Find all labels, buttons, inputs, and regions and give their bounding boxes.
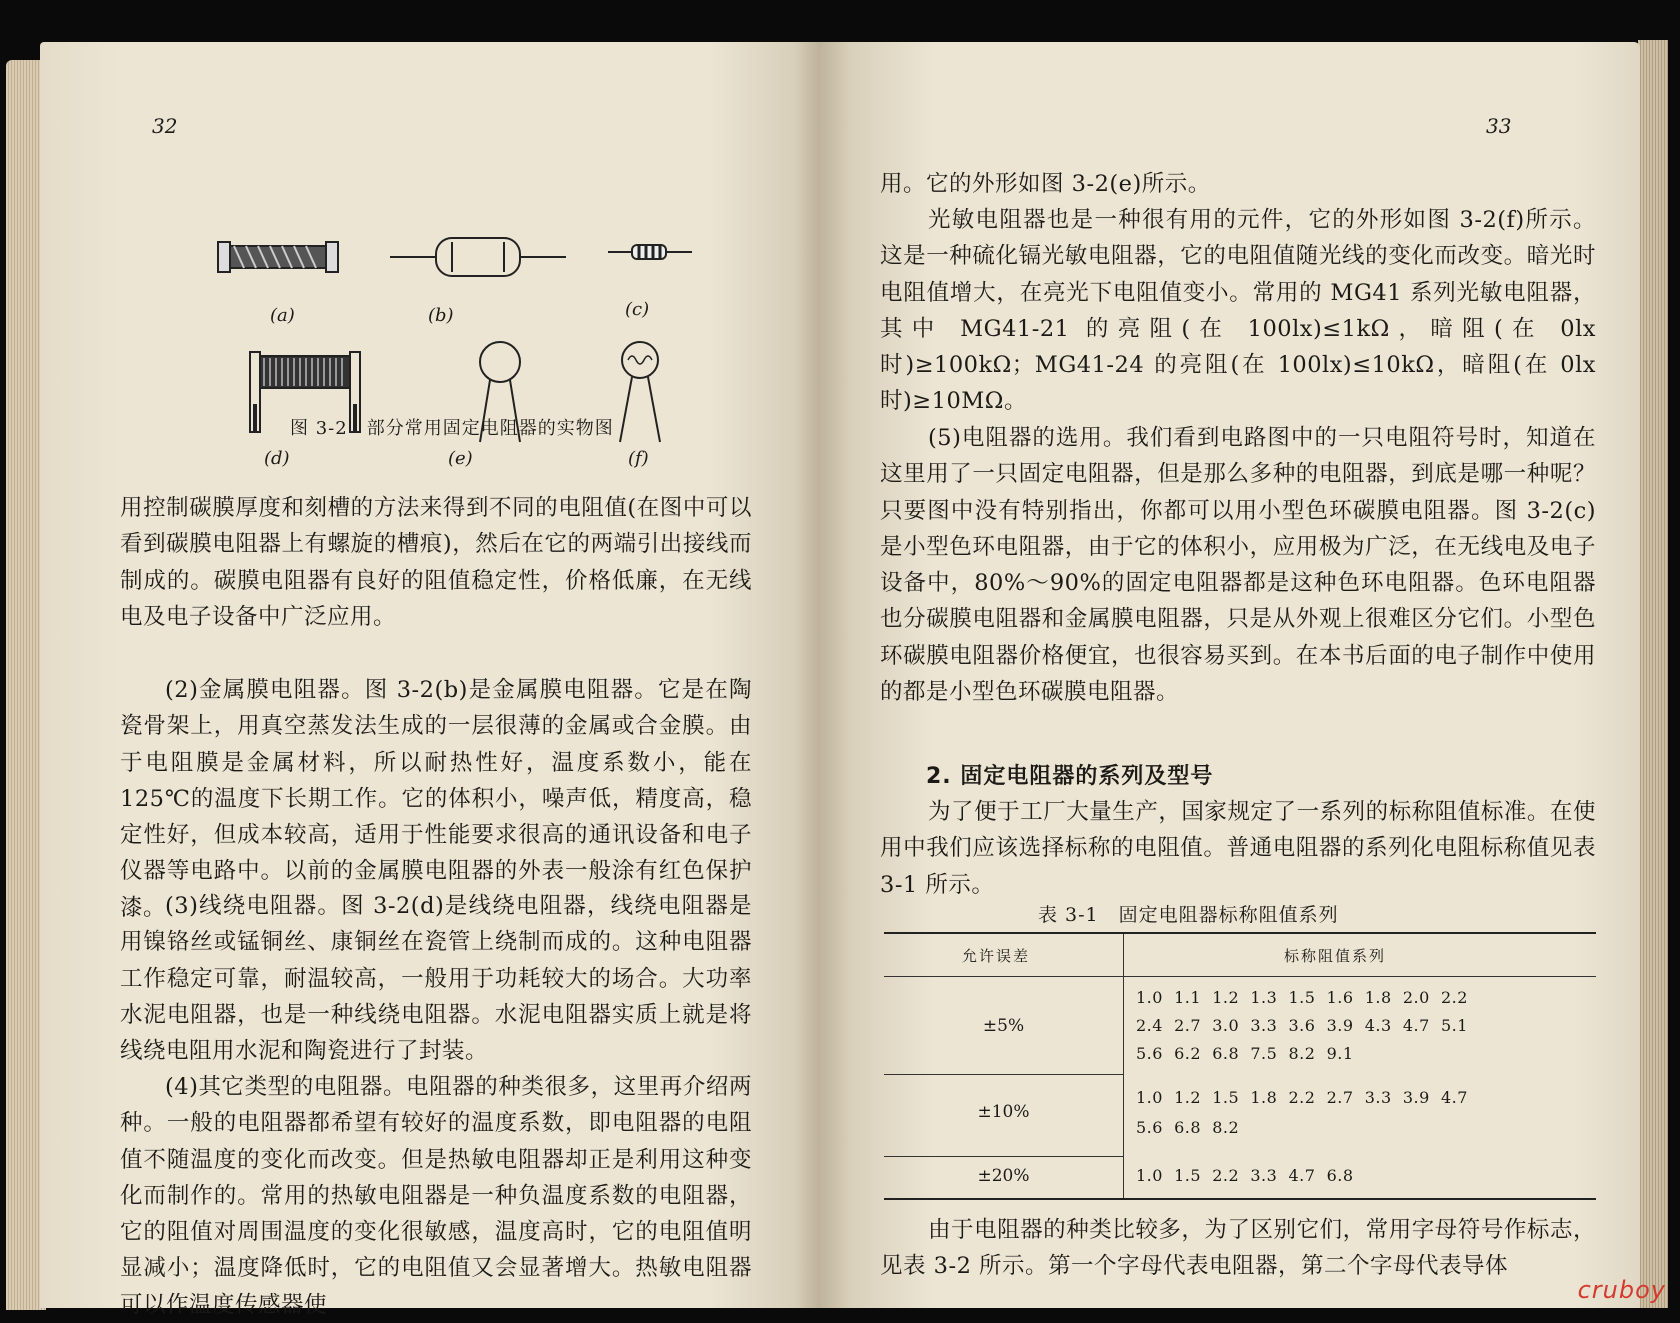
watermark: cruboy: [1577, 1276, 1666, 1304]
table-row: 1.0 1.5 2.2 3.3 4.7 6.8: [1136, 1166, 1354, 1185]
resistor-c-drawing: [608, 245, 692, 259]
resistor-f-drawing: [620, 342, 660, 442]
table-row: 1.0 1.2 1.5 1.8 2.2 2.7 3.3 3.9 4.7: [1136, 1088, 1468, 1107]
right-paragraph-5: 由于电阻器的种类比较多，为了区别它们，常用字母符号作标志，见表 3-2 所示。第一个字母代表电阻器，第二个字母代表导体: [880, 1217, 1596, 1280]
figure-label-e: (e): [448, 448, 473, 469]
left-paragraph-2: (2)金属膜电阻器。图 3-2(b)是金属膜电阻器。它是在陶瓷骨架上，用真空蒸发法生成的一层很薄的金属或合金膜。由于电阻膜是金属材料，所以耐热性好，温度系数小，能在 125℃的温度下长期工作。它的体积小，噪声低，精度高，稳定性好，但成本较高，适用于性能要求很高的通讯设备和电子仪器等电路中。以前的金属膜电阻器的外表一般涂有红色保护漆。: [120, 677, 752, 921]
table-header-row: [884, 934, 1596, 977]
figure-label-d: (d): [264, 448, 290, 469]
header-series: 标称阻值系列: [1284, 947, 1387, 965]
right-paragraph-3: (5)电阻器的选用。我们看到电路图中的一只电阻符号时，知道在这里用了一只固定电阻器，但是那么多种的电阻器，到底是哪一种呢？只要图中没有特别指出，你都可以用小型色环碳膜电阻器。图 3-2(c)是小型色环电阻器，由于它的体积小，应用极为广泛，在无线电及电子设备中，80%～90%的固定电阻器都是这种色环电阻器。色环电阻器也分碳膜电阻器和金属膜电阻器，只是从外观上很难区分它们。小型色环碳膜电阻器价格便宜，也很容易买到。在本书后面的电子制作中使用的都是小型色环碳膜电阻器。: [880, 425, 1596, 706]
figure-caption: 图 3-2 部分常用固定电阻器的实物图: [290, 418, 614, 439]
resistor-figure: [100, 172, 750, 502]
right-paragraph-2: 光敏电阻器也是一种很有用的元件，它的外形如图 3-2(f)所示。这是一种硫化镉光敏电阻器，它的电阻值随光线的变化而改变。暗光时电阻值增大，在亮光下电阻值变小。常用的 MG41 系列光敏电阻器，其中 MG41-21 的亮阻(在 100lx)≤1kΩ，暗阻(在 0lx时)≥100kΩ；MG41-24 的亮阻(在 100lx)≤10kΩ，暗阻(在 0lx时)≥10MΩ。: [880, 207, 1596, 415]
left-paragraph-3: (3)线绕电阻器。图 3-2(d)是线绕电阻器，线绕电阻器是用镍铬丝或锰铜丝、康铜丝在瓷管上绕制而成的。这种电阻器工作稳定可靠，耐温较高，一般用于功耗较大的场合。大功率水泥电阻器，也是一种线绕电阻器。水泥电阻器实质上就是将线绕电阻用水泥和陶瓷进行了封装。: [120, 893, 752, 1065]
figure-label-f: (f): [628, 448, 649, 469]
nominal-value-table: [884, 932, 1596, 1200]
figure-label-c: (c): [625, 299, 650, 320]
table-row: 1.0 1.1 1.2 1.3 1.5 1.6 1.8 2.0 2.2: [1136, 988, 1468, 1007]
left-paragraph-1: 用控制碳膜厚度和刻槽的方法来得到不同的电阻值(在图中可以看到碳膜电阻器上有螺旋的槽痕)，然后在它的两端引出接线而制成的。碳膜电阻器有良好的阻值稳定性，价格低廉，在无线电及电子设备中广泛应用。: [120, 495, 752, 630]
figure-label-b: (b): [428, 305, 454, 326]
table-caption: 表 3-1 固定电阻器标称阻值系列: [1038, 904, 1339, 926]
page-number-right: 33: [1486, 114, 1512, 138]
table-row: 5.6 6.2 6.8 7.5 8.2 9.1: [1136, 1044, 1354, 1063]
resistor-b-drawing: [390, 238, 566, 276]
figure-label-a: (a): [270, 305, 295, 326]
resistor-a-drawing: [218, 242, 338, 272]
right-paragraph-1: 用。它的外形如图 3-2(e)所示。: [880, 171, 1211, 197]
right-paragraph-4: 为了便于工厂大量生产，国家规定了一系列的标称阻值标准。在使用中我们应该选择标称的电阻值。普通电阻器的系列化电阻标称值见表 3-1 所示。: [880, 799, 1596, 898]
right-page: [818, 42, 1640, 1308]
table-row: 5.6 6.8 8.2: [1136, 1118, 1240, 1137]
header-tolerance: 允许误差: [962, 947, 1031, 965]
book-edge-right: [1638, 40, 1668, 1308]
tolerance-5: ±5%: [982, 1016, 1025, 1036]
left-paragraph-4: (4)其它类型的电阻器。电阻器的种类很多，这里再介绍两种。一般的电阻器都希望有较好的温度系数，即电阻器的电阻值不随温度的变化而改变。但是热敏电阻器却正是利用这种变化而制作的。常用的热敏电阻器是一种负温度系数的电阻器，它的阻值对周围温度的变化很敏感，温度高时，它的电阻值明显减小；温度降低时，它的电阻值又会显著增大。热敏电阻器可以作温度传感器使: [120, 1074, 752, 1318]
table-row: 2.4 2.7 3.0 3.3 3.6 3.9 4.3 4.7 5.1: [1136, 1016, 1468, 1035]
left-page: [40, 42, 818, 1318]
tolerance-20: ±20%: [977, 1166, 1030, 1186]
tolerance-10: ±10%: [977, 1102, 1030, 1122]
section-title: 2. 固定电阻器的系列及型号: [926, 764, 1214, 789]
page-number-left: 32: [152, 114, 178, 138]
